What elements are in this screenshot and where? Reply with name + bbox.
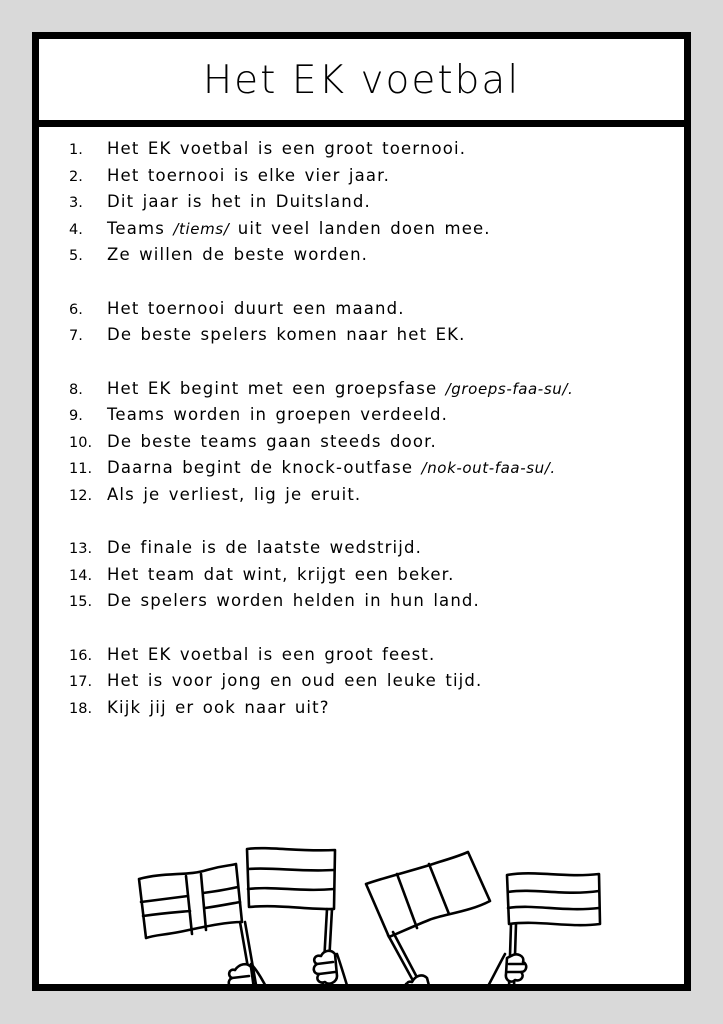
sentence-text: De spelers worden helden in hun land. [107,591,480,610]
sentence-number: 1. [69,142,83,158]
sentence-item [69,458,664,485]
title-header [39,39,684,127]
horizontal-stripes-flag-icon [247,848,357,984]
sentence-group-1 [69,139,664,272]
sentence-text: De beste spelers komen naar het EK. [107,325,466,344]
sentence-number: 12. [69,487,93,504]
sentence-text: Het toernooi is elke vier jaar. [107,165,390,185]
sentence-text: De beste teams gaan steeds door. [107,431,437,451]
sentence-group-2 [69,299,664,352]
sentence-text: Het team dat wint, krijgt een beker. [107,564,455,584]
sentence-text: Kijk jij er ook naar uit? [107,697,330,717]
sentence-number: 3. [69,195,83,211]
sentence-number: 8. [69,381,83,398]
sentence-text: Het toernooi duurt een maand. [107,298,405,318]
sentence-text: Teams worden in groepen verdeeld. [107,405,449,424]
hands-waving-flags-illustration [39,804,684,984]
sentence-number: 9. [69,408,83,424]
page-title: Het EK voetbal [202,58,521,103]
sentence-item [69,192,664,219]
sentence-text: Het is voor jong en oud een leuke tijd. [107,671,483,690]
sentence-number: 7. [69,328,83,344]
sentence-number: 15. [69,594,93,610]
sentence-number: 17. [69,674,93,690]
sentence-list [69,139,664,751]
sentence-group-5 [69,645,664,725]
sentence-group-3 [69,379,664,512]
sentence-item [69,139,664,166]
sentence-number: 10. [69,434,93,451]
sentence-item [69,299,664,326]
sentence-text: Als je verliest, lig je eruit. [107,484,362,504]
sentence-item [69,645,664,672]
pronunciation-hint: /nok-out-faa-su/. [421,459,556,477]
horizontal-stripes-flag-icon [469,873,600,984]
sentence-number: 2. [69,168,83,185]
sentence-text: Het EK begint met een groepsfase [107,378,446,398]
vertical-tricolor-flag-icon [366,852,490,984]
sentence-number: 6. [69,301,83,318]
sentence-item [69,166,664,193]
sentence-number: 4. [69,221,83,238]
pronunciation-hint: /groeps-faa-su/. [445,379,574,398]
sentence-text: Dit jaar is het in Duitsland. [107,192,371,211]
sentence-item [69,565,664,592]
sentence-item [69,671,664,698]
sentence-item [69,698,664,725]
sentence-item [69,485,664,512]
sentence-item [69,379,664,406]
sentence-item [69,538,664,565]
sentence-number: 13. [69,541,93,557]
pronunciation-hint: /tiems/ [173,219,230,238]
sentence-text: De finale is de laatste wedstrijd. [107,538,423,557]
sentence-text: Teams [107,218,174,238]
sentence-number: 11. [69,461,93,477]
sentence-text-continued: uit veel landen doen mee. [229,218,491,238]
sentence-item [69,219,664,246]
worksheet-frame [32,32,691,991]
sentence-item [69,591,664,618]
sentence-item [69,432,664,459]
sentence-text: Ze willen de beste worden. [107,245,369,264]
sentence-text: Daarna begint de knock-outfase [107,458,422,477]
sentence-number: 16. [69,647,93,664]
sentence-text: Het EK voetbal is een groot feest. [107,644,436,664]
sentence-group-4 [69,538,664,618]
sentence-number: 14. [69,567,93,584]
sentence-item [69,325,664,352]
sentence-text: Het EK voetbal is een groot toernooi. [107,139,467,158]
sentence-item [69,405,664,432]
sentence-item [69,245,664,272]
sentence-number: 18. [69,700,93,717]
sentence-number: 5. [69,248,83,264]
